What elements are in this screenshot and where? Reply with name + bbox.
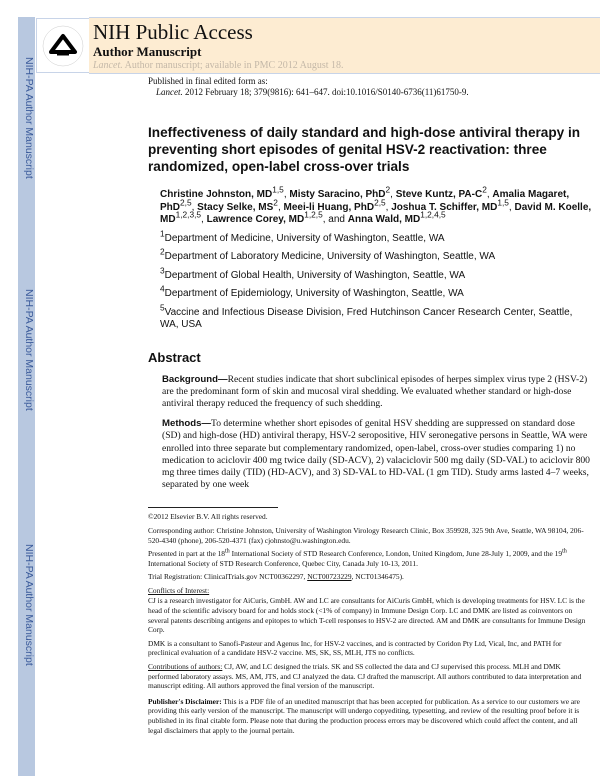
sidebar-label: NIH-PA Author Manuscript [23, 544, 35, 666]
affiliation: $^1$Department of Medicine, University of Washington, Seattle, WA [160, 228, 445, 244]
abstract-heading: Abstract [148, 349, 201, 365]
author: Misty Saracino, PhD$^2$, [289, 184, 396, 200]
author-list [160, 184, 593, 227]
header-title: NIH Public Access [93, 20, 253, 44]
coi-1: CJ is a research investigator for AiCuris, GmbH. AW and LC are consultants for AiCuris GmbH, which is developing treatments for HSV. LC is the head of the scientific advisory board for and holds stock (<1% of company) in Immune Design Corp. LC and DMK are listed as coinventors on several patents describing antigens and epitopes to which T-cell responses to HSV-2 are directed. AM and DMK are consultants for Immune Design Corp. [148, 596, 586, 635]
author: Amalia Magaret, PhD$^{2,5}$, [160, 189, 570, 213]
footnote-divider [148, 507, 278, 508]
affiliation: $^3$Department of Global Health, University of Washington, Seattle, WA [160, 265, 466, 281]
author: Christine Johnston, MD$^{1,5}$, [160, 184, 290, 200]
trial-registration: Trial Registration: ClinicalTrials.gov NCT00362297, NCT00723229, NCT01346475). [148, 572, 404, 582]
nih-logo [36, 18, 90, 73]
trial-link[interactable]: NCT00723229 [307, 572, 352, 582]
author: Steve Kuntz, $PA-C^2$, [395, 184, 493, 200]
author: Lawrence Corey, MD$^{1,2,5}$, and [206, 209, 348, 225]
header-subtitle: Author Manuscript [93, 44, 202, 59]
abstract-methods: Methods—To determine whether short episodes of genital HSV shedding are suppressed on standard dose (SD) and high-dose (HD) antiviral therapy, HSV-2 seropositive, HIV seronegative persons in Seattle, WA were enrolled into three separate but complementary randomized, open-label, cross-over studies comparing 1) no medication to aciclovir 400 mg twice daily (SD-ACV), 2) valaciclovir 500 mg daily (SD-VAL) to aciclovir 800 mg three times daily (TID) (HD-ACV), and 3) SD-VAL to HD-VAL (1 gm TID). Study arms lasted 4–7 weeks, separated by one week [162, 418, 590, 491]
presented-note: Presented in part at the 18th International Society of STD Research Conference, London, United Kingdom, June 28-July 1, 2009, and the 19th International Society of STD Research Conference, Quebec City, Canada July 10-13, 2011. [148, 548, 567, 568]
sidebar-label: NIH-PA Author Manuscript [23, 289, 35, 411]
content-column [148, 76, 593, 735]
coi-2: DMK is a consultant to Sanofi-Pasteur and Agenus Inc, for HSV-2 vaccines, and is contracted by Coridon Pty Ltd, Vical, Inc, and PATH for preclinical evaluation of a candidate HSV-2 vaccine. MS, SK, SS, MLH, JTS no conflicts. [148, 638, 562, 658]
affiliation: $^4$Department of Epidemiology, University of Washington, Seattle, WA [160, 283, 464, 299]
author: Joshua T. Schiffer, MD$^{1,5}$, [391, 197, 515, 213]
citation: Lancet. 2012 February 18; 379(9816): 641–647. doi:10.1016/S0140-6736(11)61750-9. [156, 87, 469, 97]
abstract-background: Background—Recent studies indicate that short subclinical episodes of herpes simplex virus type 2 (HSV-2) are the predominant form of skin and mucosal viral shedding. We evaluated whether standard or high-dose antiviral therapy reduced the frequency of such shedding. [162, 373, 588, 409]
author: Stacy Selke, $MS^2$, [197, 197, 284, 213]
availability-note: Lancet. Author manuscript; available in PMC 2012 August 18. [93, 60, 344, 71]
corresponding-author: Corresponding author: Christine Johnston, University of Washington Virology Research Clinic, Box 359928, 325 9th Ave, Seattle, WA 98104, 206-520-4340 (phone), 206-520-4371 (fax) cjohnsto@u.washington.edu. [148, 525, 584, 545]
header-banner [89, 17, 600, 74]
author: David M. Koelle, MD$^{1,2,3,5}$, [160, 201, 592, 225]
author: Anna Wald, MD$^{1,2,4,5}$ [347, 209, 446, 225]
author: Meei-li Huang, PhD$^{2,5}$, [283, 197, 392, 213]
affiliation: $^2$Department of Laboratory Medicine, University of Washington, Seattle, WA [160, 246, 496, 262]
coi-heading: Conflicts of Interest: [148, 585, 210, 595]
publisher-disclaimer: Publisher's Disclaimer: This is a PDF file of an unedited manuscript that has been accepted for publication. As a service to our customers we are providing this early version of the manuscript. The manuscript will undergo copyediting, typesetting, and review of the resulting proof before it is published in its final citable form. Please note that during the production process errors may be discovered which could affect the content, and all legal disclaimers that apply to the journal pertain. [148, 696, 580, 735]
sidebar-label: NIH-PA Author Manuscript [23, 57, 35, 179]
nih-seal-icon [37, 19, 89, 72]
article-title: Ineffectiveness of daily standard and high-dose antiviral therapy in preventing short episodes of genital HSV-2 reactivation: three randomized, open-label cross-over trials [148, 125, 581, 174]
copyright: ©2012 Elsevier B.V. All rights reserved. [148, 512, 268, 522]
contributions: Contributions of authors: CJ, AW, and LC designed the trials. SK and SS collected the data and CJ supervised this process. MLH and DMK performed laboratory assays. MS, AM, JTS, and CJ analyzed the data. CJ drafted the manuscript. All authors contributed to data interpretation and manuscript editing. All authors approved the final version of the manuscript. [148, 662, 582, 691]
affiliation-list [148, 228, 593, 332]
published-intro: Published in final edited form as: [148, 76, 268, 86]
affiliation: $^5$Vaccine and Infectious Disease Division, Fred Hutchinson Cancer Research Center, Seattle, WA, USA [160, 302, 573, 330]
